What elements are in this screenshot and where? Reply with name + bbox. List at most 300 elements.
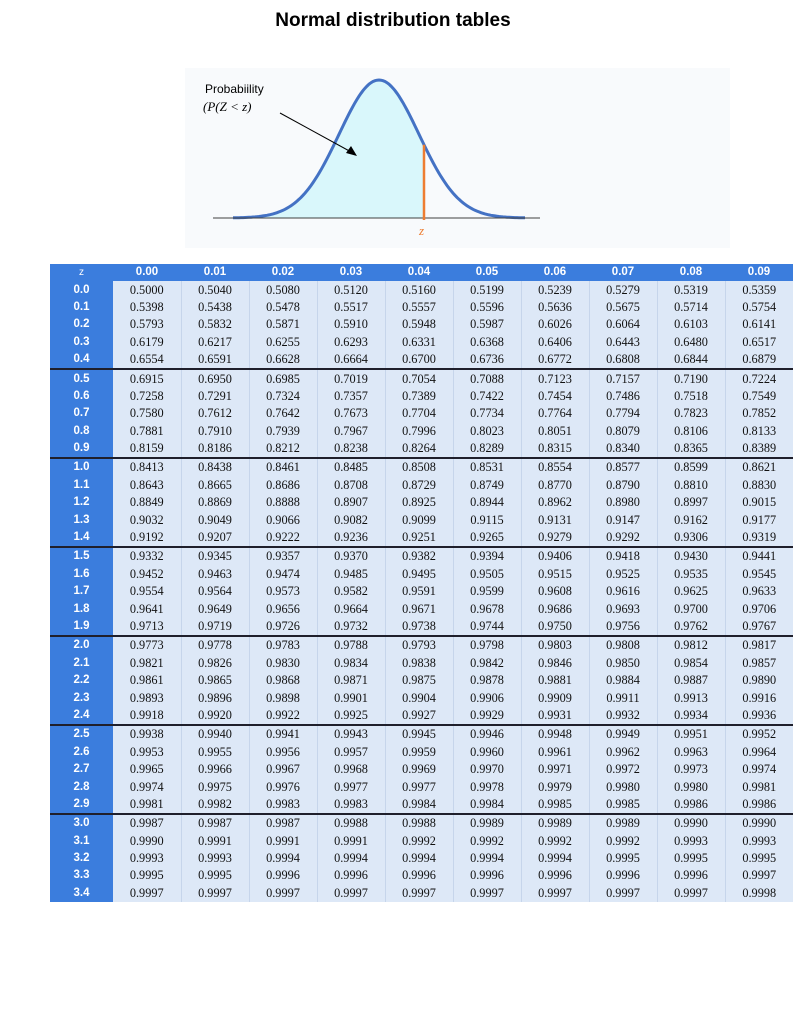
table-cell: 0.9989	[453, 814, 521, 832]
table-cell: 0.9773	[113, 636, 181, 654]
table-cell: 0.6879	[725, 351, 793, 369]
table-row	[50, 299, 793, 316]
table-cell: 0.9222	[249, 529, 317, 547]
row-header-z: 0.6	[50, 388, 113, 405]
table-cell: 0.7967	[317, 423, 385, 440]
table-cell: 0.7734	[453, 405, 521, 422]
column-header: 0.01	[181, 264, 249, 281]
table-cell: 0.9177	[725, 511, 793, 528]
table-cell: 0.5517	[317, 299, 385, 316]
table-cell: 0.9803	[521, 636, 589, 654]
table-cell: 0.9842	[453, 655, 521, 672]
table-cell: 0.9974	[113, 778, 181, 795]
table-cell: 0.9979	[521, 778, 589, 795]
table-cell: 0.9995	[589, 850, 657, 867]
table-cell: 0.9985	[589, 796, 657, 814]
table-cell: 0.9967	[249, 761, 317, 778]
table-cell: 0.6808	[589, 351, 657, 369]
table-cell: 0.8365	[657, 440, 725, 458]
table-cell: 0.5160	[385, 281, 453, 298]
table-cell: 0.9995	[725, 850, 793, 867]
table-cell: 0.9994	[453, 850, 521, 867]
table-cell: 0.8749	[453, 477, 521, 494]
table-cell: 0.9972	[589, 761, 657, 778]
table-cell: 0.9875	[385, 672, 453, 689]
table-cell: 0.8212	[249, 440, 317, 458]
row-header-z: 0.8	[50, 423, 113, 440]
table-cell: 0.9997	[725, 867, 793, 884]
table-cell: 0.8686	[249, 477, 317, 494]
table-cell: 0.5636	[521, 299, 589, 316]
table-cell: 0.6700	[385, 351, 453, 369]
table-cell: 0.9115	[453, 511, 521, 528]
row-header-z: 0.1	[50, 299, 113, 316]
table-cell: 0.9997	[113, 885, 181, 902]
table-cell: 0.9975	[181, 778, 249, 795]
table-cell: 0.8554	[521, 458, 589, 476]
table-cell: 0.9998	[725, 885, 793, 902]
table-cell: 0.9993	[113, 850, 181, 867]
row-header-z: 2.5	[50, 725, 113, 743]
table-cell: 0.9394	[453, 547, 521, 565]
table-cell: 0.9778	[181, 636, 249, 654]
table-cell: 0.9991	[317, 833, 385, 850]
table-cell: 0.7224	[725, 369, 793, 387]
table-cell: 0.9996	[385, 867, 453, 884]
table-cell: 0.9981	[113, 796, 181, 814]
table-cell: 0.9793	[385, 636, 453, 654]
table-cell: 0.9970	[453, 761, 521, 778]
table-cell: 0.9591	[385, 583, 453, 600]
table-cell: 0.9922	[249, 707, 317, 725]
table-cell: 0.9948	[521, 725, 589, 743]
table-cell: 0.9633	[725, 583, 793, 600]
z-table	[50, 264, 793, 902]
table-cell: 0.9994	[317, 850, 385, 867]
table-cell: 0.9969	[385, 761, 453, 778]
table-cell: 0.6950	[181, 369, 249, 387]
table-cell: 0.9871	[317, 672, 385, 689]
table-cell: 0.7612	[181, 405, 249, 422]
table-cell: 0.9940	[181, 725, 249, 743]
table-cell: 0.9382	[385, 547, 453, 565]
table-cell: 0.9719	[181, 618, 249, 636]
table-cell: 0.9925	[317, 707, 385, 725]
table-cell: 0.9981	[725, 778, 793, 795]
table-cell: 0.9995	[113, 867, 181, 884]
table-cell: 0.9991	[249, 833, 317, 850]
table-cell: 0.9846	[521, 655, 589, 672]
table-cell: 0.9977	[317, 778, 385, 795]
table-cell: 0.9997	[249, 885, 317, 902]
table-cell: 0.9857	[725, 655, 793, 672]
column-header: 0.05	[453, 264, 521, 281]
table-cell: 0.9700	[657, 600, 725, 617]
table-cell: 0.9656	[249, 600, 317, 617]
table-cell: 0.7642	[249, 405, 317, 422]
table-cell: 0.9306	[657, 529, 725, 547]
table-cell: 0.9066	[249, 511, 317, 528]
row-header-z: 3.4	[50, 885, 113, 902]
table-cell: 0.8962	[521, 494, 589, 511]
table-cell: 0.8106	[657, 423, 725, 440]
table-cell: 0.7794	[589, 405, 657, 422]
table-cell: 0.7939	[249, 423, 317, 440]
table-cell: 0.6179	[113, 334, 181, 351]
table-cell: 0.9015	[725, 494, 793, 511]
table-cell: 0.7324	[249, 388, 317, 405]
table-row	[50, 744, 793, 761]
table-cell: 0.8340	[589, 440, 657, 458]
table-cell: 0.9997	[521, 885, 589, 902]
table-cell: 0.9986	[657, 796, 725, 814]
table-cell: 0.9485	[317, 566, 385, 583]
table-row	[50, 796, 793, 814]
row-header-z: 2.4	[50, 707, 113, 725]
table-cell: 0.9964	[725, 744, 793, 761]
table-cell: 0.9608	[521, 583, 589, 600]
table-cell: 0.8770	[521, 477, 589, 494]
table-cell: 0.5279	[589, 281, 657, 298]
table-row	[50, 566, 793, 583]
table-cell: 0.6844	[657, 351, 725, 369]
table-cell: 0.9936	[725, 707, 793, 725]
table-cell: 0.9535	[657, 566, 725, 583]
table-cell: 0.9441	[725, 547, 793, 565]
table-cell: 0.8461	[249, 458, 317, 476]
row-header-z: 3.0	[50, 814, 113, 832]
table-cell: 0.9989	[521, 814, 589, 832]
table-cell: 0.9808	[589, 636, 657, 654]
row-header-z: 1.1	[50, 477, 113, 494]
table-cell: 0.7357	[317, 388, 385, 405]
table-row	[50, 511, 793, 528]
table-cell: 0.6517	[725, 334, 793, 351]
table-header-row	[50, 264, 793, 281]
table-cell: 0.5120	[317, 281, 385, 298]
table-cell: 0.9929	[453, 707, 521, 725]
table-row	[50, 814, 793, 832]
table-cell: 0.9762	[657, 618, 725, 636]
table-row	[50, 707, 793, 725]
table-cell: 0.9941	[249, 725, 317, 743]
table-cell: 0.9951	[657, 725, 725, 743]
table-cell: 0.9916	[725, 689, 793, 706]
table-cell: 0.5910	[317, 316, 385, 333]
table-cell: 0.9990	[725, 814, 793, 832]
row-header-z: 0.4	[50, 351, 113, 369]
table-cell: 0.9881	[521, 672, 589, 689]
table-cell: 0.6915	[113, 369, 181, 387]
table-row	[50, 636, 793, 654]
table-cell: 0.8264	[385, 440, 453, 458]
table-cell: 0.7258	[113, 388, 181, 405]
table-cell: 0.7518	[657, 388, 725, 405]
table-cell: 0.7704	[385, 405, 453, 422]
table-cell: 0.7422	[453, 388, 521, 405]
table-cell: 0.9953	[113, 744, 181, 761]
table-cell: 0.9988	[317, 814, 385, 832]
table-cell: 0.9996	[589, 867, 657, 884]
table-cell: 0.9750	[521, 618, 589, 636]
table-cell: 0.9732	[317, 618, 385, 636]
table-row	[50, 547, 793, 565]
table-cell: 0.5319	[657, 281, 725, 298]
table-cell: 0.9997	[317, 885, 385, 902]
table-cell: 0.9798	[453, 636, 521, 654]
table-cell: 0.7190	[657, 369, 725, 387]
table-cell: 0.8186	[181, 440, 249, 458]
table-row	[50, 655, 793, 672]
table-cell: 0.9993	[725, 833, 793, 850]
table-cell: 0.9236	[317, 529, 385, 547]
table-cell: 0.5596	[453, 299, 521, 316]
row-header-z: 2.3	[50, 689, 113, 706]
probability-formula: (P(Z < z)	[203, 99, 252, 114]
table-cell: 0.9082	[317, 511, 385, 528]
table-cell: 0.9319	[725, 529, 793, 547]
table-cell: 0.8944	[453, 494, 521, 511]
row-header-z: 2.8	[50, 778, 113, 795]
table-cell: 0.8869	[181, 494, 249, 511]
table-cell: 0.9861	[113, 672, 181, 689]
table-cell: 0.9927	[385, 707, 453, 725]
row-header-z: 2.1	[50, 655, 113, 672]
table-cell: 0.8413	[113, 458, 181, 476]
table-cell: 0.9992	[521, 833, 589, 850]
row-header-z: 1.2	[50, 494, 113, 511]
table-cell: 0.9993	[657, 833, 725, 850]
table-cell: 0.5832	[181, 316, 249, 333]
table-cell: 0.7454	[521, 388, 589, 405]
table-cell: 0.8577	[589, 458, 657, 476]
column-header: 0.09	[725, 264, 793, 281]
table-body	[50, 281, 793, 902]
table-cell: 0.5438	[181, 299, 249, 316]
table-row	[50, 867, 793, 884]
row-header-z: 3.3	[50, 867, 113, 884]
table-cell: 0.9706	[725, 600, 793, 617]
table-cell: 0.9418	[589, 547, 657, 565]
table-cell: 0.9997	[657, 885, 725, 902]
table-cell: 0.8485	[317, 458, 385, 476]
table-cell: 0.9997	[385, 885, 453, 902]
table-cell: 0.9463	[181, 566, 249, 583]
table-cell: 0.5239	[521, 281, 589, 298]
table-cell: 0.9370	[317, 547, 385, 565]
table-cell: 0.6591	[181, 351, 249, 369]
table-cell: 0.9997	[453, 885, 521, 902]
table-cell: 0.9817	[725, 636, 793, 654]
table-cell: 0.6480	[657, 334, 725, 351]
table-cell: 0.9959	[385, 744, 453, 761]
table-row	[50, 672, 793, 689]
row-header-z: 3.1	[50, 833, 113, 850]
table-cell: 0.6554	[113, 351, 181, 369]
table-cell: 0.8907	[317, 494, 385, 511]
table-cell: 0.5000	[113, 281, 181, 298]
table-cell: 0.8888	[249, 494, 317, 511]
table-cell: 0.5398	[113, 299, 181, 316]
table-row	[50, 761, 793, 778]
table-cell: 0.5557	[385, 299, 453, 316]
table-cell: 0.9995	[181, 867, 249, 884]
table-cell: 0.8023	[453, 423, 521, 440]
table-cell: 0.9992	[453, 833, 521, 850]
table-cell: 0.9960	[453, 744, 521, 761]
table-cell: 0.9931	[521, 707, 589, 725]
table-cell: 0.9474	[249, 566, 317, 583]
table-cell: 0.9664	[317, 600, 385, 617]
table-cell: 0.9251	[385, 529, 453, 547]
row-header-z: 2.6	[50, 744, 113, 761]
table-cell: 0.9977	[385, 778, 453, 795]
table-cell: 0.5987	[453, 316, 521, 333]
column-header: 0.06	[521, 264, 589, 281]
column-header: 0.04	[385, 264, 453, 281]
table-cell: 0.9865	[181, 672, 249, 689]
table-cell: 0.6736	[453, 351, 521, 369]
table-cell: 0.9987	[249, 814, 317, 832]
table-cell: 0.9946	[453, 725, 521, 743]
table-row	[50, 689, 793, 706]
row-header-z: 1.9	[50, 618, 113, 636]
column-header: 0.08	[657, 264, 725, 281]
table-cell: 0.9961	[521, 744, 589, 761]
table-cell: 0.9963	[657, 744, 725, 761]
column-header: 0.07	[589, 264, 657, 281]
table-cell: 0.9525	[589, 566, 657, 583]
table-row	[50, 494, 793, 511]
table-row	[50, 833, 793, 850]
table-cell: 0.9993	[181, 850, 249, 867]
table-cell: 0.9976	[249, 778, 317, 795]
table-cell: 0.8238	[317, 440, 385, 458]
table-cell: 0.9986	[725, 796, 793, 814]
table-cell: 0.9996	[521, 867, 589, 884]
table-cell: 0.9582	[317, 583, 385, 600]
table-cell: 0.9973	[657, 761, 725, 778]
table-cell: 0.8621	[725, 458, 793, 476]
table-cell: 0.5359	[725, 281, 793, 298]
table-cell: 0.9641	[113, 600, 181, 617]
table-cell: 0.7881	[113, 423, 181, 440]
table-cell: 0.9545	[725, 566, 793, 583]
table-cell: 0.8599	[657, 458, 725, 476]
table-cell: 0.9943	[317, 725, 385, 743]
table-cell: 0.9956	[249, 744, 317, 761]
table-cell: 0.9515	[521, 566, 589, 583]
table-row	[50, 477, 793, 494]
table-cell: 0.9279	[521, 529, 589, 547]
table-cell: 0.6103	[657, 316, 725, 333]
table-cell: 0.9099	[385, 511, 453, 528]
table-cell: 0.8980	[589, 494, 657, 511]
table-cell: 0.9738	[385, 618, 453, 636]
table-cell: 0.7088	[453, 369, 521, 387]
table-cell: 0.9744	[453, 618, 521, 636]
table-cell: 0.9147	[589, 511, 657, 528]
table-cell: 0.9974	[725, 761, 793, 778]
table-cell: 0.9850	[589, 655, 657, 672]
table-cell: 0.9812	[657, 636, 725, 654]
table-cell: 0.9968	[317, 761, 385, 778]
page-title: Normal distribution tables	[275, 10, 511, 31]
table-cell: 0.7157	[589, 369, 657, 387]
table-row	[50, 440, 793, 458]
table-cell: 0.9564	[181, 583, 249, 600]
table-row	[50, 583, 793, 600]
table-cell: 0.5714	[657, 299, 725, 316]
table-row	[50, 778, 793, 795]
table-cell: 0.9207	[181, 529, 249, 547]
table-cell: 0.9573	[249, 583, 317, 600]
table-cell: 0.6217	[181, 334, 249, 351]
table-cell: 0.9884	[589, 672, 657, 689]
table-cell: 0.6772	[521, 351, 589, 369]
table-cell: 0.9994	[249, 850, 317, 867]
row-header-z: 1.3	[50, 511, 113, 528]
table-cell: 0.6628	[249, 351, 317, 369]
normal-curve-svg	[185, 68, 730, 248]
table-cell: 0.9192	[113, 529, 181, 547]
table-row	[50, 281, 793, 298]
table-cell: 0.5793	[113, 316, 181, 333]
table-cell: 0.9406	[521, 547, 589, 565]
table-cell: 0.8389	[725, 440, 793, 458]
table-cell: 0.9990	[113, 833, 181, 850]
row-header-z: 0.3	[50, 334, 113, 351]
table-cell: 0.9978	[453, 778, 521, 795]
table-cell: 0.7291	[181, 388, 249, 405]
table-cell: 0.9878	[453, 672, 521, 689]
table-cell: 0.9952	[725, 725, 793, 743]
table-cell: 0.8729	[385, 477, 453, 494]
row-header-z: 2.2	[50, 672, 113, 689]
table-cell: 0.6985	[249, 369, 317, 387]
table-cell: 0.9945	[385, 725, 453, 743]
table-cell: 0.7852	[725, 405, 793, 422]
table-cell: 0.9980	[657, 778, 725, 795]
table-cell: 0.9932	[589, 707, 657, 725]
table-cell: 0.9430	[657, 547, 725, 565]
row-header-z: 0.7	[50, 405, 113, 422]
table-cell: 0.8643	[113, 477, 181, 494]
table-cell: 0.8665	[181, 477, 249, 494]
table-cell: 0.7910	[181, 423, 249, 440]
table-cell: 0.9726	[249, 618, 317, 636]
table-cell: 0.9904	[385, 689, 453, 706]
table-row	[50, 458, 793, 476]
table-cell: 0.9918	[113, 707, 181, 725]
table-cell: 0.9162	[657, 511, 725, 528]
table-row	[50, 529, 793, 547]
table-cell: 0.8079	[589, 423, 657, 440]
column-header: 0.02	[249, 264, 317, 281]
row-header-z: 1.4	[50, 529, 113, 547]
table-cell: 0.9826	[181, 655, 249, 672]
table-cell: 0.9997	[181, 885, 249, 902]
table-cell: 0.5754	[725, 299, 793, 316]
table-cell: 0.9962	[589, 744, 657, 761]
table-cell: 0.9868	[249, 672, 317, 689]
table-cell: 0.9032	[113, 511, 181, 528]
table-cell: 0.9984	[385, 796, 453, 814]
table-cell: 0.7764	[521, 405, 589, 422]
table-cell: 0.9686	[521, 600, 589, 617]
table-cell: 0.5080	[249, 281, 317, 298]
table-cell: 0.8051	[521, 423, 589, 440]
